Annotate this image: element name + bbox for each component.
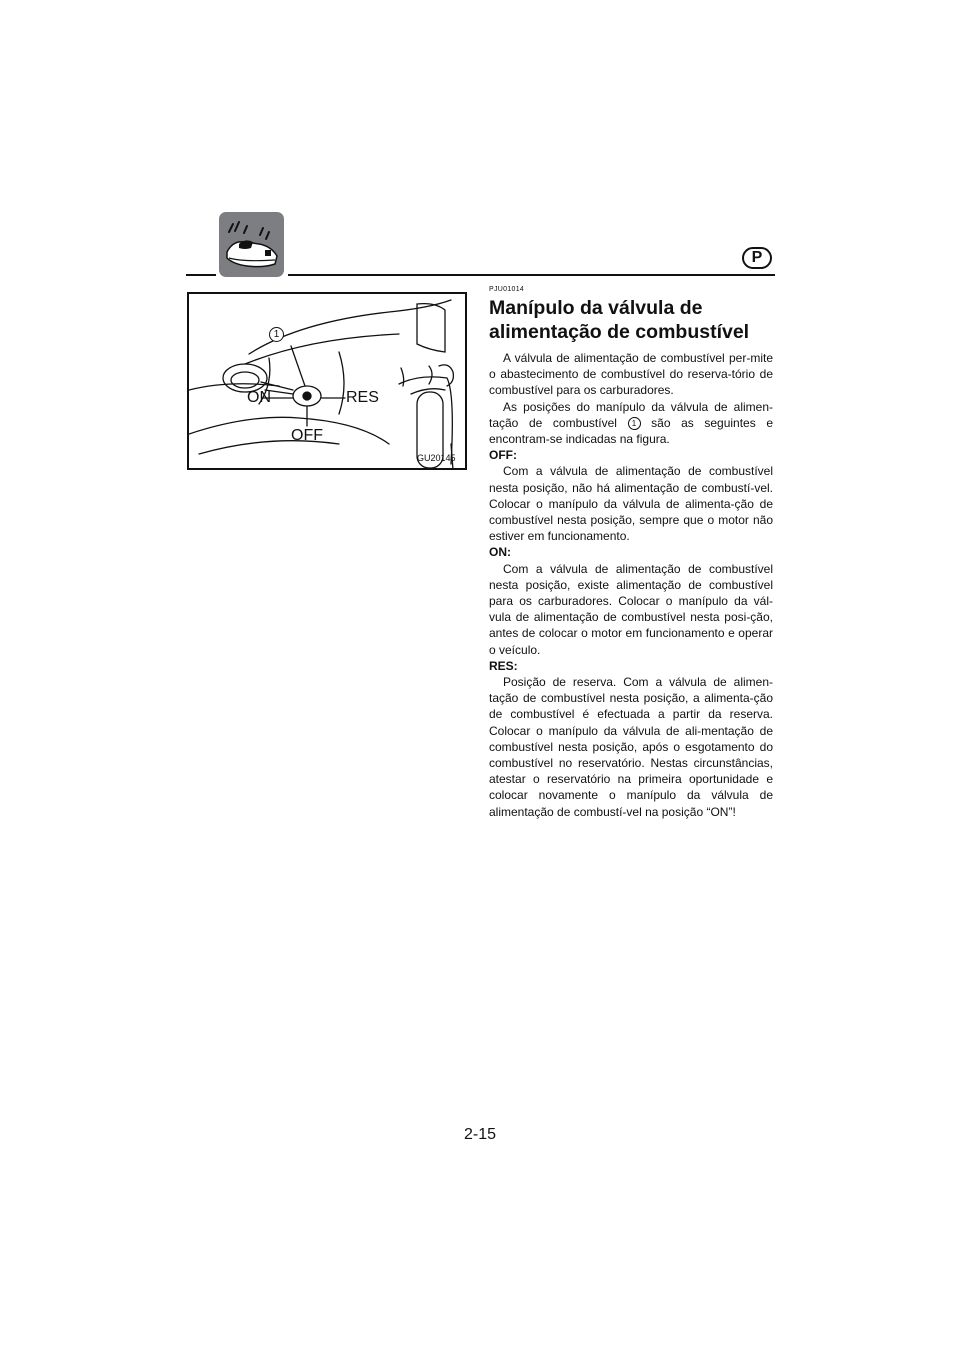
- label-on: ON: [247, 389, 271, 406]
- res-description: Posição de reserva. Com a válvula de alimen-tação de combustível nesta posição, a alimenta-ção de combustível é efectuada a partir da reserva. Colocar o manípulo da válvula de ali-mentação de combustível nesta posição, após o esgotamento do combustível no reservatório. Nestas circunstâncias, atestar o reservatório na primeira oportunidade e colocar novamente o manípulo da válvula de alimentação de combustí-vel na posição “ON”!: [489, 675, 773, 819]
- label-off: OFF: [291, 427, 323, 444]
- page-number: 2-15: [463, 1126, 497, 1143]
- figure-code: GU20145: [417, 453, 456, 463]
- positions-paragraph: [489, 399, 773, 448]
- intro-paragraph: A válvula de alimentação de combustível per-mite o abastecimento de combustível do reserva-tório de combustível para os carburadores.: [489, 351, 773, 398]
- language-badge: P: [742, 247, 772, 269]
- off-description: Com a válvula de alimentação de combustível nesta posição, não há alimentação de combustí-vel. Colocar o manípulo da válvula de alimenta-ção de combustível nesta posição, sempre que o motor não estiver em funcionamento.: [489, 464, 773, 544]
- header-rule-right: [288, 274, 775, 276]
- label-res: RES: [346, 389, 379, 406]
- on-label: ON:: [489, 545, 511, 560]
- fuel-cock-illustration: [187, 292, 467, 470]
- callout-number-1: 1: [269, 327, 284, 342]
- callout-number-1-inline: 1: [628, 417, 641, 430]
- document-code: PJU01014: [489, 286, 525, 293]
- positions-text-before: As posições do manípulo da válvula de alimen-tação de combustível: [489, 399, 773, 430]
- section-fuel-cock: [489, 286, 773, 820]
- section-title-line-1: Manípulo da válvula de: [489, 297, 703, 319]
- header-rule-left: [186, 274, 216, 276]
- section-title: [489, 296, 773, 344]
- jet-ski-splash-icon: [219, 212, 284, 277]
- res-label: RES:: [489, 658, 518, 673]
- off-label: OFF:: [489, 448, 517, 463]
- section-title-line-2: alimentação de combustível: [489, 321, 750, 343]
- on-description: Com a válvula de alimentação de combustível nesta posição, existe alimentação de combustível para os carburadores. Colocar o manípulo da vál-vula de alimentação de combustível nesta posi-ção, antes de colocar o motor em funcionamento e operar o veículo.: [489, 561, 773, 657]
- positions-text-after: são as seguintes e encontram-se indicadas na figura.: [489, 415, 773, 447]
